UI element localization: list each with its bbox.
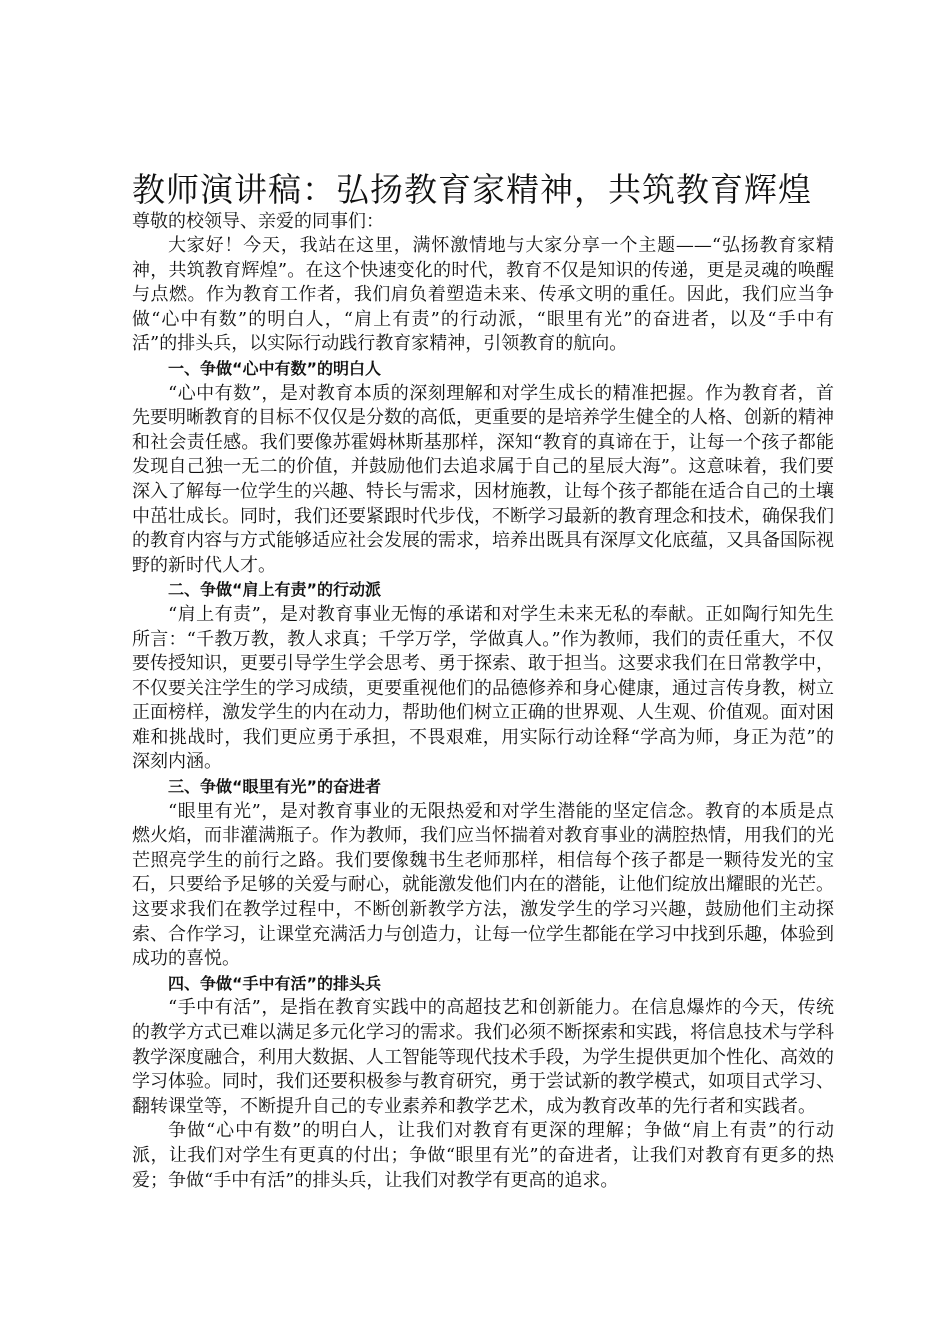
- section-heading-2: 二、争做“肩上有责”的行动派: [168, 580, 382, 600]
- section-body-2: “肩上有责”，是对教育事业无悔的承诺和对学生未来无私的奉献。正如陶行知先生所言：“千教万教，教人求真；千学万学，学做真人。”作为教师，我们的责任重大，不仅要传授知识，更要引导学生学会思考、勇于探索、敢于担当。这要求我们在日常教学中，不仅要关注学生的学习成绩，更要重视他们的品德修养和身心健康，通过言传身教，树立正面榜样，激发学生的内在动力，帮助他们树立正确的世界观、人生观、价值观。面对困难和挑战时，我们更应勇于承担，不畏艰难，用实际行动诠释“学高为师，身正为范”的深刻内涵。: [132, 603, 834, 773]
- section-heading-1: 一、争做“心中有数”的明白人: [168, 358, 382, 378]
- closing-paragraph: 争做“心中有数”的明白人，让我们对教育有更深的理解；争做“肩上有责”的行动派，让我们对学生有更真的付出；争做“眼里有光”的奋进者，让我们对教育有更多的热爱；争做“手中有活”的排头兵，让我们对教学有更高的追求。: [132, 1120, 834, 1191]
- section-body-3: “眼里有光”，是对教育事业的无限热爱和对学生潜能的坚定信念。教育的本质是点燃火焰，而非灌满瓶子。作为教师，我们应当怀揣着对教育事业的满腔热情，用我们的光芒照亮学生的前行之路。我们要像魏书生老师那样，相信每个孩子都是一颗待发光的宝石，只要给予足够的关爱与耐心，就能激发他们内在的潜能，让他们绽放出耀眼的光芒。这要求我们在教学过程中，不断创新教学方法，激发学生的学习兴趣，鼓励他们主动探索、合作学习，让课堂充满活力与创造力，让每一位学生都能在学习中找到乐趣，体验到成功的喜悦。: [132, 800, 834, 970]
- section-body-1: “心中有数”，是对教育本质的深刻理解和对学生成长的精准把握。作为教育者，首先要明晰教育的目标不仅仅是分数的高低，更重要的是培养学生健全的人格、创新的精神和社会责任感。我们要像苏霍姆林斯基那样，深知“教育的真谛在于，让每一个孩子都能发现自己独一无二的价值，并鼓励他们去追求属于自己的星辰大海”。这意味着，我们要深入了解每一位学生的兴趣、特长与需求，因材施教，让每个孩子都能在适合自己的土壤中茁壮成长。同时，我们还要紧跟时代步伐，不断学习最新的教育理念和技术，确保我们的教育内容与方式能够适应社会发展的需求，培养出既具有深厚文化底蕴，又具备国际视野的新时代人才。: [132, 382, 834, 576]
- intro-paragraph: 大家好！今天，我站在这里，满怀激情地与大家分享一个主题——“弘扬教育家精神，共筑教育辉煌”。在这个快速变化的时代，教育不仅是知识的传递，更是灵魂的唤醒与点燃。作为教育工作者，我们肩负着塑造未来、传承文明的重任。因此，我们应当争做“心中有数”的明白人，“肩上有责”的行动派，“眼里有光”的奋进者，以及“手中有活”的排头兵，以实际行动践行教育家精神，引领教育的航向。: [132, 235, 834, 355]
- document-page: [132, 170, 834, 1193]
- greeting: 尊敬的校领导、亲爱的同事们：: [132, 211, 384, 232]
- section-heading-3: 三、争做“眼里有光”的奋进者: [168, 777, 382, 797]
- section-heading-4: 四、争做“手中有活”的排头兵: [168, 973, 382, 993]
- section-body-4: “手中有活”，是指在教育实践中的高超技艺和创新能力。在信息爆炸的今天，传统的教学方式已难以满足多元化学习的需求。我们必须不断探索和实践，将信息技术与学科教学深度融合，利用大数据、人工智能等现代技术手段，为学生提供更加个性化、高效的学习体验。同时，我们还要积极参与教育研究，勇于尝试新的教学模式，如项目式学习、翻转课堂等，不断提升自己的专业素养和教学艺术，成为教育改革的先行者和实践者。: [132, 997, 834, 1117]
- document-title: 教师演讲稿：弘扬教育家精神，共筑教育辉煌: [132, 170, 812, 209]
